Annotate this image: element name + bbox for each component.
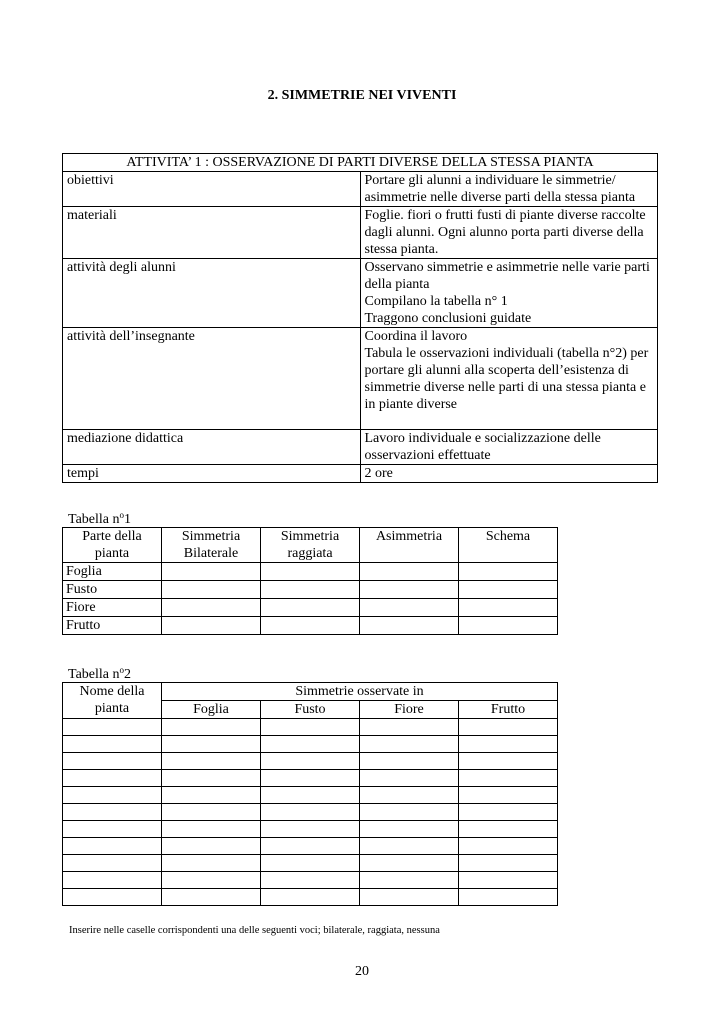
table-row <box>63 563 558 581</box>
blank-cell[interactable] <box>261 855 360 872</box>
blank-cell[interactable] <box>360 753 459 770</box>
table2-body <box>63 719 558 906</box>
header-cell: Asimmetria <box>360 528 459 563</box>
row-label: attività dell’insegnante <box>63 328 361 430</box>
caption-suffix: 2 <box>124 667 131 682</box>
blank-cell[interactable] <box>162 889 261 906</box>
blank-cell[interactable] <box>459 872 558 889</box>
row-content: Portare gli alunni a individuare le simmetrie/ asimmetrie nelle diverse parti della stessa pianta <box>360 172 658 207</box>
table2-caption <box>68 666 131 683</box>
table-row <box>63 599 558 617</box>
activity-header: ATTIVITA’ 1 : OSSERVAZIONE DI PARTI DIVERSE DELLA STESSA PIANTA <box>63 154 658 172</box>
blank-cell[interactable] <box>360 563 459 581</box>
table-row <box>63 855 558 872</box>
blank-cell[interactable] <box>63 719 162 736</box>
row-line: Traggono conclusioni guidate <box>364 311 532 326</box>
blank-cell[interactable] <box>162 581 261 599</box>
blank-cell[interactable] <box>63 736 162 753</box>
header-cell: Parte della pianta <box>63 528 162 563</box>
row-label: obiettivi <box>63 172 361 207</box>
group-header-cell: Simmetrie osservate in <box>162 683 558 701</box>
activity-row <box>63 465 658 483</box>
row-line: Compilano la tabella n° 1 <box>364 294 508 309</box>
header-cell: Nome della pianta <box>63 683 162 719</box>
blank-cell[interactable] <box>261 736 360 753</box>
blank-cell[interactable] <box>162 855 261 872</box>
row-label: attività degli alunni <box>63 259 361 328</box>
table1-header-row <box>63 528 558 563</box>
blank-cell[interactable] <box>459 736 558 753</box>
blank-cell[interactable] <box>162 617 261 635</box>
blank-cell[interactable] <box>459 719 558 736</box>
subheader-cell: Foglia <box>162 701 261 719</box>
caption-sup: o <box>119 510 124 520</box>
table-row <box>63 838 558 855</box>
header-cell: Schema <box>459 528 558 563</box>
subheader-cell: Frutto <box>459 701 558 719</box>
row-content <box>360 328 658 430</box>
activity-header-row <box>63 154 658 172</box>
row-content: 2 ore <box>360 465 658 483</box>
activity-row <box>63 328 658 430</box>
blank-cell[interactable] <box>459 770 558 787</box>
page-number: 20 <box>355 964 369 979</box>
blank-cell[interactable] <box>261 770 360 787</box>
blank-cell[interactable] <box>162 719 261 736</box>
blank-cell[interactable] <box>459 617 558 635</box>
blank-cell[interactable] <box>261 872 360 889</box>
row-content <box>360 259 658 328</box>
subheader-cell: Fiore <box>360 701 459 719</box>
symmetry-table-1 <box>62 527 558 635</box>
blank-cell[interactable] <box>63 821 162 838</box>
row-content: Lavoro individuale e socializzazione delle osservazioni effettuate <box>360 430 658 465</box>
table-row <box>63 770 558 787</box>
blank-cell[interactable] <box>162 736 261 753</box>
table-row <box>63 736 558 753</box>
activity-table <box>62 153 658 483</box>
blank-cell[interactable] <box>261 787 360 804</box>
blank-cell[interactable] <box>162 563 261 581</box>
blank-cell[interactable] <box>360 581 459 599</box>
blank-cell[interactable] <box>261 804 360 821</box>
blank-cell[interactable] <box>63 804 162 821</box>
blank-cell[interactable] <box>261 889 360 906</box>
blank-cell[interactable] <box>162 872 261 889</box>
row-label: tempi <box>63 465 361 483</box>
table-row <box>63 821 558 838</box>
table-row <box>63 889 558 906</box>
caption-sup: o <box>119 665 124 675</box>
row-line: Tabula le osservazioni individuali (tabella n°2) per portare gli alunni alla scoperta dell’esistenza di simmetrie diverse nelle parti di una stessa pianta e in piante diverse <box>364 346 649 412</box>
blank-cell[interactable] <box>63 872 162 889</box>
blank-cell[interactable] <box>261 581 360 599</box>
blank-cell[interactable] <box>162 753 261 770</box>
blank-cell[interactable] <box>261 838 360 855</box>
table-row <box>63 581 558 599</box>
blank-cell[interactable] <box>459 804 558 821</box>
row-label: Fusto <box>63 581 162 599</box>
caption-prefix: Tabella n <box>68 667 120 682</box>
row-label: Frutto <box>63 617 162 635</box>
table-row <box>63 804 558 821</box>
blank-cell[interactable] <box>162 838 261 855</box>
blank-cell[interactable] <box>360 855 459 872</box>
blank-cell[interactable] <box>360 804 459 821</box>
table2-header-row <box>63 683 558 701</box>
blank-cell[interactable] <box>261 821 360 838</box>
blank-cell[interactable] <box>261 617 360 635</box>
subheader-cell: Fusto <box>261 701 360 719</box>
activity-row <box>63 259 658 328</box>
row-label: Foglia <box>63 563 162 581</box>
blank-cell[interactable] <box>459 753 558 770</box>
blank-cell[interactable] <box>63 855 162 872</box>
row-line: Osservano simmetrie e asimmetrie nelle varie parti della pianta <box>364 260 650 292</box>
row-label: mediazione didattica <box>63 430 361 465</box>
blank-cell[interactable] <box>459 838 558 855</box>
blank-cell[interactable] <box>63 770 162 787</box>
blank-cell[interactable] <box>63 753 162 770</box>
table-row <box>63 787 558 804</box>
activity-row <box>63 430 658 465</box>
table-row <box>63 872 558 889</box>
blank-cell[interactable] <box>360 838 459 855</box>
blank-cell[interactable] <box>459 889 558 906</box>
blank-cell[interactable] <box>261 599 360 617</box>
blank-cell[interactable] <box>360 889 459 906</box>
blank-cell[interactable] <box>261 719 360 736</box>
blank-cell[interactable] <box>360 821 459 838</box>
activity-row <box>63 172 658 207</box>
table-row <box>63 753 558 770</box>
header-cell: Simmetria Bilaterale <box>162 528 261 563</box>
blank-cell[interactable] <box>63 889 162 906</box>
blank-cell[interactable] <box>261 563 360 581</box>
blank-cell[interactable] <box>360 617 459 635</box>
blank-cell[interactable] <box>162 770 261 787</box>
blank-cell[interactable] <box>162 599 261 617</box>
row-content: Foglie. fiori o frutti fusti di piante diverse raccolte dagli alunni. Ogni alunno porta parti diverse della stessa pianta. <box>360 207 658 259</box>
blank-cell[interactable] <box>360 599 459 617</box>
blank-cell[interactable] <box>459 599 558 617</box>
blank-cell[interactable] <box>360 872 459 889</box>
blank-cell[interactable] <box>360 719 459 736</box>
symmetry-table-2 <box>62 682 558 906</box>
blank-cell[interactable] <box>63 787 162 804</box>
instruction-note: Inserire nelle caselle corrispondenti una delle seguenti voci; bilaterale, raggiata, nessuna <box>69 925 440 936</box>
blank-cell[interactable] <box>360 770 459 787</box>
blank-cell[interactable] <box>360 736 459 753</box>
table-row <box>63 719 558 736</box>
blank-cell[interactable] <box>261 753 360 770</box>
blank-cell[interactable] <box>162 804 261 821</box>
caption-prefix: Tabella n <box>68 512 120 527</box>
table1-caption <box>68 511 131 528</box>
blank-cell[interactable] <box>162 787 261 804</box>
blank-cell[interactable] <box>459 821 558 838</box>
blank-cell[interactable] <box>459 581 558 599</box>
blank-cell[interactable] <box>459 855 558 872</box>
activity-row <box>63 207 658 259</box>
blank-cell[interactable] <box>459 787 558 804</box>
row-label: Fiore <box>63 599 162 617</box>
row-label: materiali <box>63 207 361 259</box>
blank-cell[interactable] <box>459 563 558 581</box>
table-row <box>63 617 558 635</box>
blank-cell[interactable] <box>63 838 162 855</box>
row-line: Coordina il lavoro <box>364 329 468 344</box>
caption-suffix: 1 <box>124 512 131 527</box>
header-cell: Simmetria raggiata <box>261 528 360 563</box>
section-title: 2. SIMMETRIE NEI VIVENTI <box>267 88 457 103</box>
blank-cell[interactable] <box>360 787 459 804</box>
blank-cell[interactable] <box>162 821 261 838</box>
